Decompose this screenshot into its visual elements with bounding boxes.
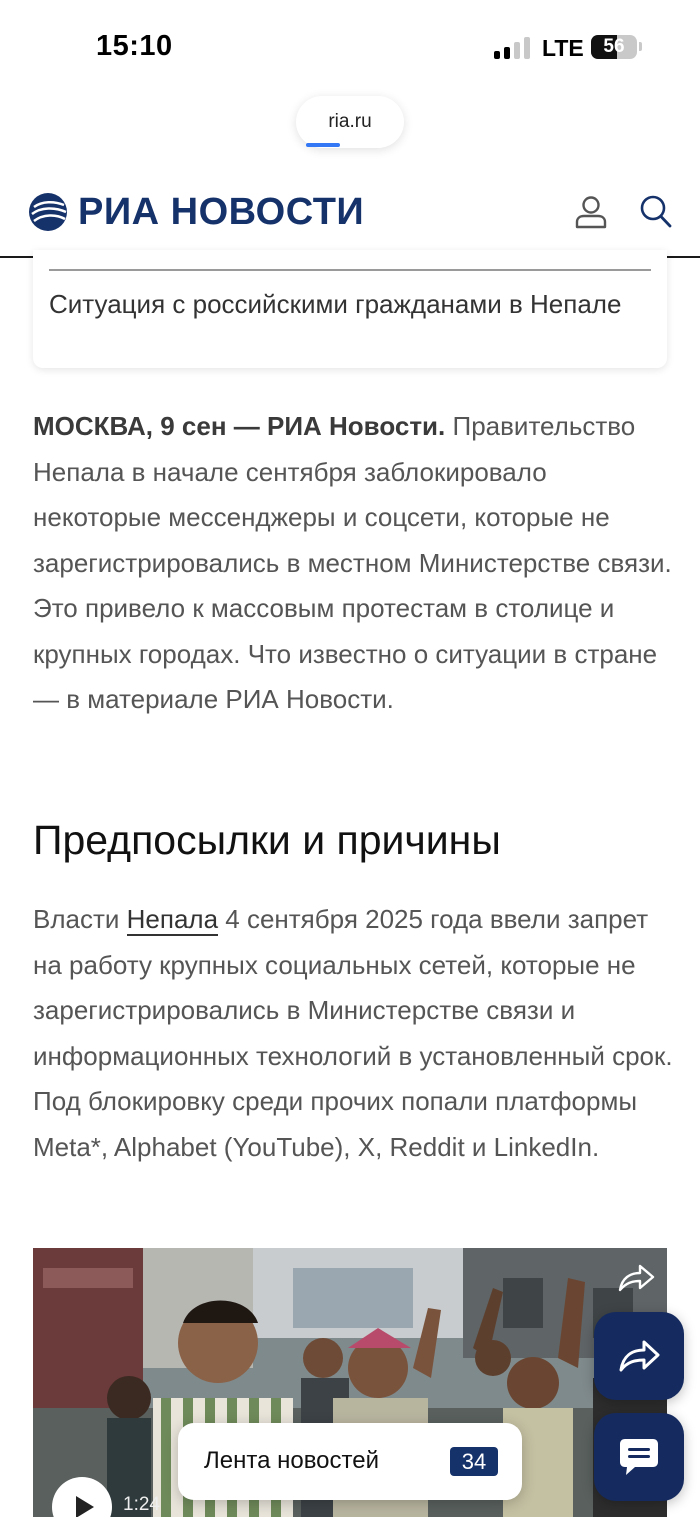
chat-button[interactable] [594, 1413, 684, 1501]
page-load-progress [306, 143, 340, 147]
battery-icon [591, 35, 637, 59]
related-article-title[interactable]: Ситуация с российскими гражданами в Непале [49, 289, 622, 319]
network-type: LTE [542, 35, 584, 61]
address-bar[interactable]: ria.ru [296, 96, 404, 148]
paragraph-text-start: Власти [33, 904, 127, 934]
video-duration: 1:24 [123, 1494, 160, 1515]
article-paragraph [33, 897, 678, 1170]
search-icon[interactable] [639, 194, 673, 230]
battery-level: 56 [603, 36, 625, 57]
news-feed-count-badge: 34 [450, 1447, 498, 1476]
profile-icon[interactable] [574, 194, 608, 230]
related-article-card[interactable] [33, 250, 667, 368]
signal-strength-icon [494, 37, 530, 59]
article-dateline: МОСКВА, 9 сен — РИА Новости. [33, 411, 446, 441]
section-heading: Предпосылки и причины [33, 817, 501, 863]
ria-logo-icon[interactable] [28, 192, 68, 232]
nepal-link[interactable]: Непала [126, 904, 219, 934]
status-time: 15:10 [96, 30, 173, 62]
share-icon [617, 1334, 661, 1378]
paragraph-text-rest: 4 сентября 2025 года ввели запрет на работу крупных социальных сетей, которые не зарегистрировались в Министерстве связи и информационных технологий в установленный срок. Под блокировку среди прочих попали платформы Meta*, Alphabet (YouTube), X, Reddit и LinkedIn. [33, 904, 673, 1162]
article-lead [33, 404, 673, 723]
related-divider [49, 269, 651, 271]
site-header [0, 172, 700, 258]
article-lead-text: Правительство Непала в начале сентября заблокировало некоторые мессенджеры и соцсети, которые не зарегистрировались в местном Министерстве связи. Это привело к массовым протестам в столице и крупных городах. Что известно о ситуации в стране — в материале РИА Новости. [33, 411, 672, 714]
battery-tip [639, 42, 642, 51]
status-bar [0, 0, 700, 96]
site-logo-text[interactable]: РИА НОВОСТИ [78, 191, 365, 233]
share-button[interactable] [594, 1312, 684, 1400]
video-share-icon[interactable] [616, 1262, 656, 1294]
news-feed-label: Лента новостей [204, 1447, 379, 1474]
chat-icon [617, 1435, 661, 1479]
news-feed-button[interactable] [178, 1423, 522, 1500]
